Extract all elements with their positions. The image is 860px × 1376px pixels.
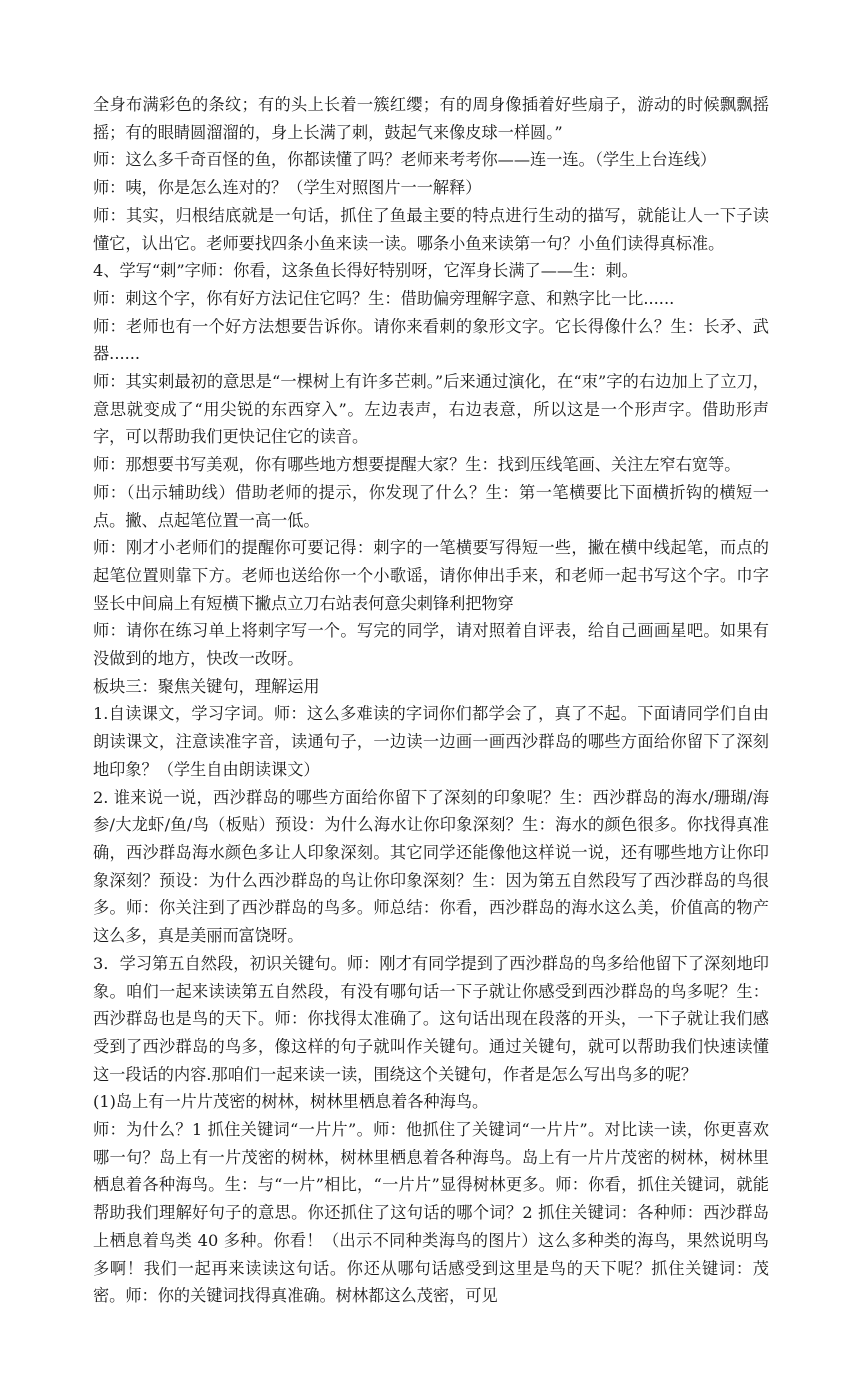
paragraph-matching-quiz: 师：这么多千奇百怪的鱼，你都读懂了吗？老师来考考你——连一连。（学生上台连线） (93, 150, 717, 170)
document-body (93, 91, 769, 1310)
paragraph-guide-lines: 师：（出示辅助线）借助老师的提示，你发现了什么？生：第一笔横要比下面横折钩的横短一点。撇、点起笔位置一高一低。 (93, 482, 769, 530)
paragraph-song: 师：刚才小老师们的提醒你可要记得：刺字的一笔横要写得短一些，撇在横中线起笔，而点的起笔位置则靠下方。老师也送给你一个小歌谣，请你伸出手来，和老师一起书写这个字。巾字竖长中间扁上有短横下撇点立刀右站表何意尖刺锋利把物穿 (93, 538, 769, 613)
paragraph-impressions: 2. 谁来说一说，西沙群岛的哪些方面给你留下了深刻的印象呢？生：西沙群岛的海水/珊瑚/海参/大龙虾/鱼/鸟（板贴）预设：为什么海水让你印象深刻？生：海水的颜色很多。你找得真准确，西沙群岛海水颜色多让人印象深刻。其它同学还能像他这样说一说，还有哪些地方让你印象深刻？预设：为什么西沙群岛的鸟让你印象深刻？生：因为第五自然段写了西沙群岛的鸟很多。师：你关注到了西沙群岛的鸟多。师总结：你看，西沙群岛的海水这么美，价值高的物产这么多，真是美丽而富饶呀。 (93, 787, 769, 946)
paragraph-fish-description: 全身布满彩色的条纹；有的头上长着一簇红缨；有的周身像插着好些扇子，游动的时候飘飘摇摇；有的眼睛圆溜溜的，身上长满了刺，鼓起气来像皮球一样圆。” (93, 95, 769, 142)
paragraph-self-reading: 1.自读课文，学习字词。师：这么多难读的字词你们都学会了，真了不起。下面请同学们自由朗读课文，注意读准字音，读通句子，一边读一边画一画西沙群岛的哪些方面给你留下了深刻地印象？（学生自由朗读课文） (93, 704, 769, 779)
paragraph-quote-forest: (1)岛上有一片片茂密的树林，树林里栖息着各种海鸟。 (93, 1092, 489, 1112)
paragraph-explain-matching: 师：咦，你是怎么连对的？（学生对照图片一一解释） (93, 178, 482, 198)
paragraph-practice-sheet: 师：请你在练习单上将刺字写一个。写完的同学，请对照着自评表，给自己画画星吧。如果有没做到的地方，快改一改呀。 (93, 621, 769, 669)
paragraph-remember-ci: 师：刺这个字，你有好方法记住它吗？生：借助偏旁理解字意、和熟字比一比...... (93, 288, 675, 308)
paragraph-pictograph: 师：老师也有一个好方法想要告诉你。请你来看刺的象形文字。它长得像什么？生：长矛、武器...... (93, 316, 769, 364)
paragraph-ci-origin: 师：其实刺最初的意思是“一棵树上有许多芒刺。”后来通过演化，在“朿”字的右边加上了立刀，意思就变成了“用尖锐的东西穿入”。左边表声，右边表意，所以这是一个形声字。借助形声字，可以帮助我们更快记住它的读音。 (93, 372, 769, 447)
paragraph-key-features: 师：其实，归根结底就是一句话，抓住了鱼最主要的特点进行生动的描写，就能让人一下子读懂它，认出它。老师要找四条小鱼来读一读。哪条小鱼来读第一句？小鱼们读得真标准。 (93, 205, 769, 253)
paragraph-write-ci-intro: 4、学写“刺”字师：你看，这条鱼长得好特别呀，它浑身长满了——生：刺。 (93, 261, 638, 281)
section-heading-block-three: 板块三：聚焦关键句，理解运用 (93, 676, 320, 696)
paragraph-key-words: 师：为什么？1 抓住关键词“一片片”。师：他抓住了关键词“一片片”。对比读一读，你更喜欢哪一句？岛上有一片茂密的树林，树林里栖息着各种海鸟。岛上有一片片茂密的树林，树林里栖息着各种海鸟。生：与“一片”相比，“一片片”显得树林更多。师：你看，抓住关键词，就能帮助我们理解好句子的意思。你还抓住了这句话的哪个词？2 抓住关键词：各种师：西沙群岛上栖息着鸟类 40 多种。你看！（出示不同种类海鸟的图片）这么多种类的海鸟，果然说明鸟多啊！我们一起再来读读这句话。你还从哪句话感受到这里是鸟的天下呢？抓住关键词：茂密。师：你的关键词找得真准确。树林都这么茂密，可见 (93, 1120, 769, 1306)
paragraph-key-sentence: 3．学习第五自然段，初识关键句。师：刚才有同学提到了西沙群岛的鸟多给他留下了深刻地印象。咱们一起来读读第五自然段，有没有哪句话一下子就让你感受到西沙群岛的鸟多呢？生：西沙群岛也是鸟的天下。师：你找得太准确了。这句话出现在段落的开头，一下子就让我们感受到了西沙群岛的鸟多，像这样的句子就叫作关键句。通过关键句，就可以帮助我们快速读懂这一段话的内容.那咱们一起来读一读，围绕这个关键句，作者是怎么写出鸟多的呢？ (93, 953, 769, 1084)
paragraph-writing-tips: 师：那想要书写美观，你有哪些地方想要提醒大家？生：找到压线笔画、关注左窄右宽等。 (93, 455, 741, 475)
